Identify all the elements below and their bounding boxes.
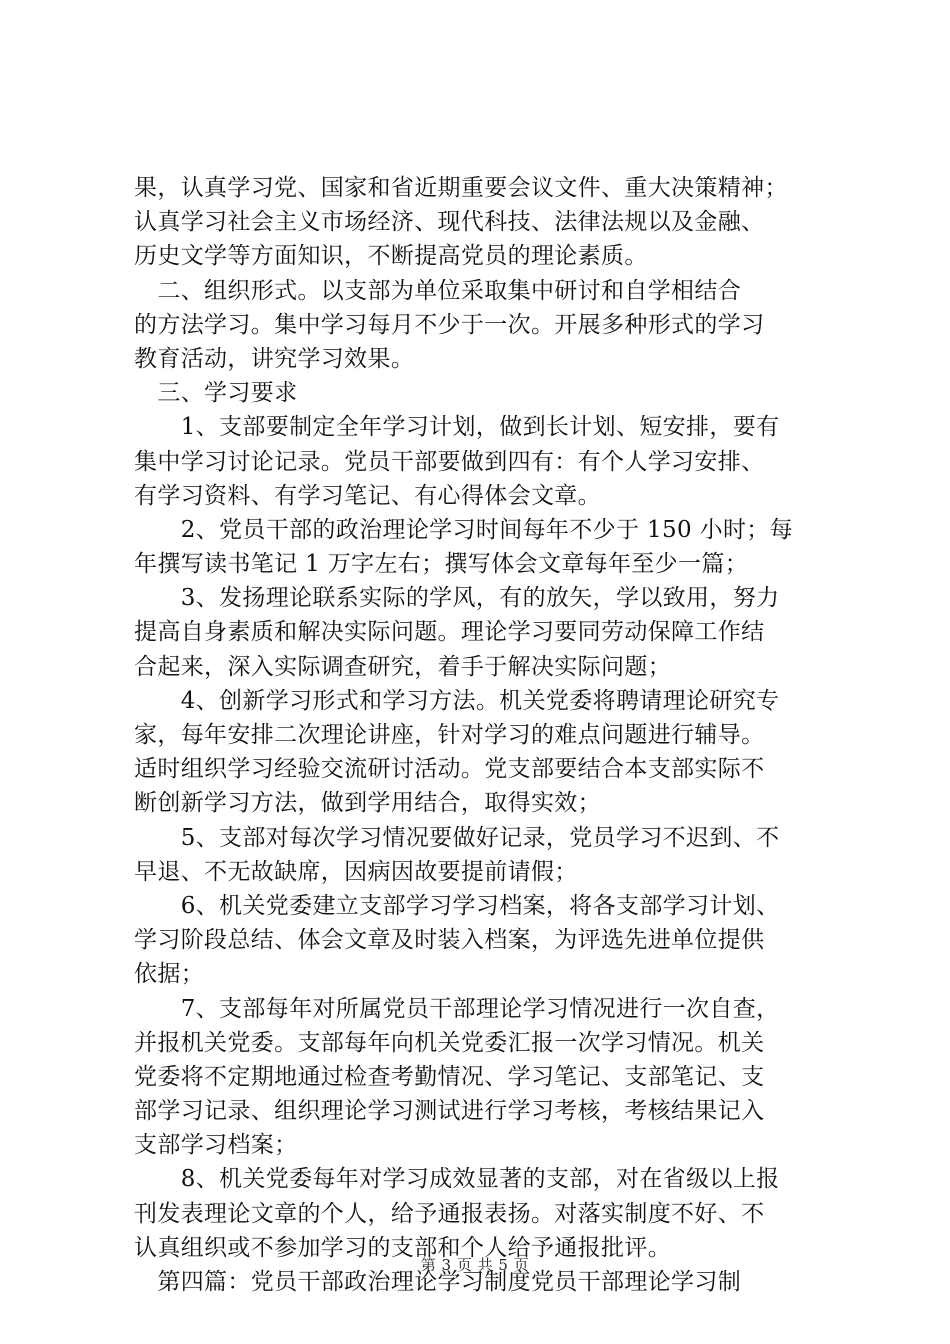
text-line: 刊发表理论文章的个人，给予通报表扬。对落实制度不好、不	[134, 1200, 765, 1227]
text-line: 学习阶段总结、体会文章及时装入档案，为评选先进单位提供	[134, 927, 765, 954]
text-line: 认真学习社会主义市场经济、现代科技、法律法规以及金融、	[134, 209, 765, 236]
text-line: 集中学习讨论记录。党员干部要做到四有：有个人学习安排、	[134, 448, 765, 475]
text-line: 7、支部每年对所属党员干部理论学习情况进行一次自查，	[134, 995, 780, 1022]
text-line: 二、组织形式。以支部为单位采取集中研讨和自学相结合	[134, 277, 742, 304]
text-line: 断创新学习方法，做到学用结合，取得实效；	[134, 790, 601, 817]
text-line: 1、支部要制定全年学习计划，做到长计划、短安排，要有	[134, 414, 780, 441]
text-line: 历史文学等方面知识，不断提高党员的理论素质。	[134, 243, 648, 270]
text-line: 并报机关党委。支部每年向机关党委汇报一次学习情况。机关	[134, 1029, 765, 1056]
document-body	[134, 171, 834, 1299]
text-line: 5、支部对每次学习情况要做好记录，党员学习不迟到、不	[134, 824, 780, 851]
text-line: 8、机关党委每年对学习成效显著的支部，对在省级以上报	[134, 1166, 780, 1193]
text-line: 部学习记录、组织理论学习测试进行学习考核，考核结果记入	[134, 1098, 765, 1125]
text-line: 提高自身素质和解决实际问题。理论学习要同劳动保障工作结	[134, 619, 765, 646]
text-line: 年撰写读书笔记 1 万字左右；撰写体会文章每年至少一篇；	[134, 551, 749, 578]
text-line: 2、党员干部的政治理论学习时间每年不少于 150 小时；每	[134, 516, 794, 543]
text-line: 党委将不定期地通过检查考勤情况、学习笔记、支部笔记、支	[134, 1063, 765, 1090]
text-line: 有学习资料、有学习笔记、有心得体会文章。	[134, 482, 601, 509]
text-line: 教育活动，讲究学习效果。	[134, 345, 415, 372]
section-heading: 第四篇：党员干部政治理论学习制度党员干部理论学习制	[134, 1269, 742, 1295]
text-line: 适时组织学习经验交流研讨活动。党支部要结合本支部实际不	[134, 756, 765, 783]
text-line: 3、发扬理论联系实际的学风，有的放矢，学以致用，努力	[134, 585, 780, 612]
text-line: 依据；	[134, 961, 205, 988]
text-line: 果，认真学习党、国家和省近期重要会议文件、重大决策精神；	[134, 175, 788, 201]
text-line: 认真组织或不参加学习的支部和个人给予通报批评。	[134, 1234, 672, 1261]
text-line: 家，每年安排二次理论讲座，针对学习的难点问题进行辅导。	[134, 722, 765, 748]
text-line: 4、创新学习形式和学习方法。机关党委将聘请理论研究专	[134, 687, 780, 714]
text-line: 早退、不无故缺席，因病因故要提前请假；	[134, 858, 578, 885]
page-number-footer: 第 3 页 共 5 页	[420, 1256, 530, 1274]
text-line: 6、机关党委建立支部学习学习档案，将各支部学习计划、	[134, 892, 780, 919]
section-heading: 三、学习要求	[134, 380, 298, 407]
text-line: 合起来，深入实际调查研究，着手于解决实际问题；	[134, 653, 672, 680]
text-line: 的方法学习。集中学习每月不少于一次。开展多种形式的学习	[134, 311, 765, 338]
text-line: 支部学习档案；	[134, 1132, 298, 1159]
